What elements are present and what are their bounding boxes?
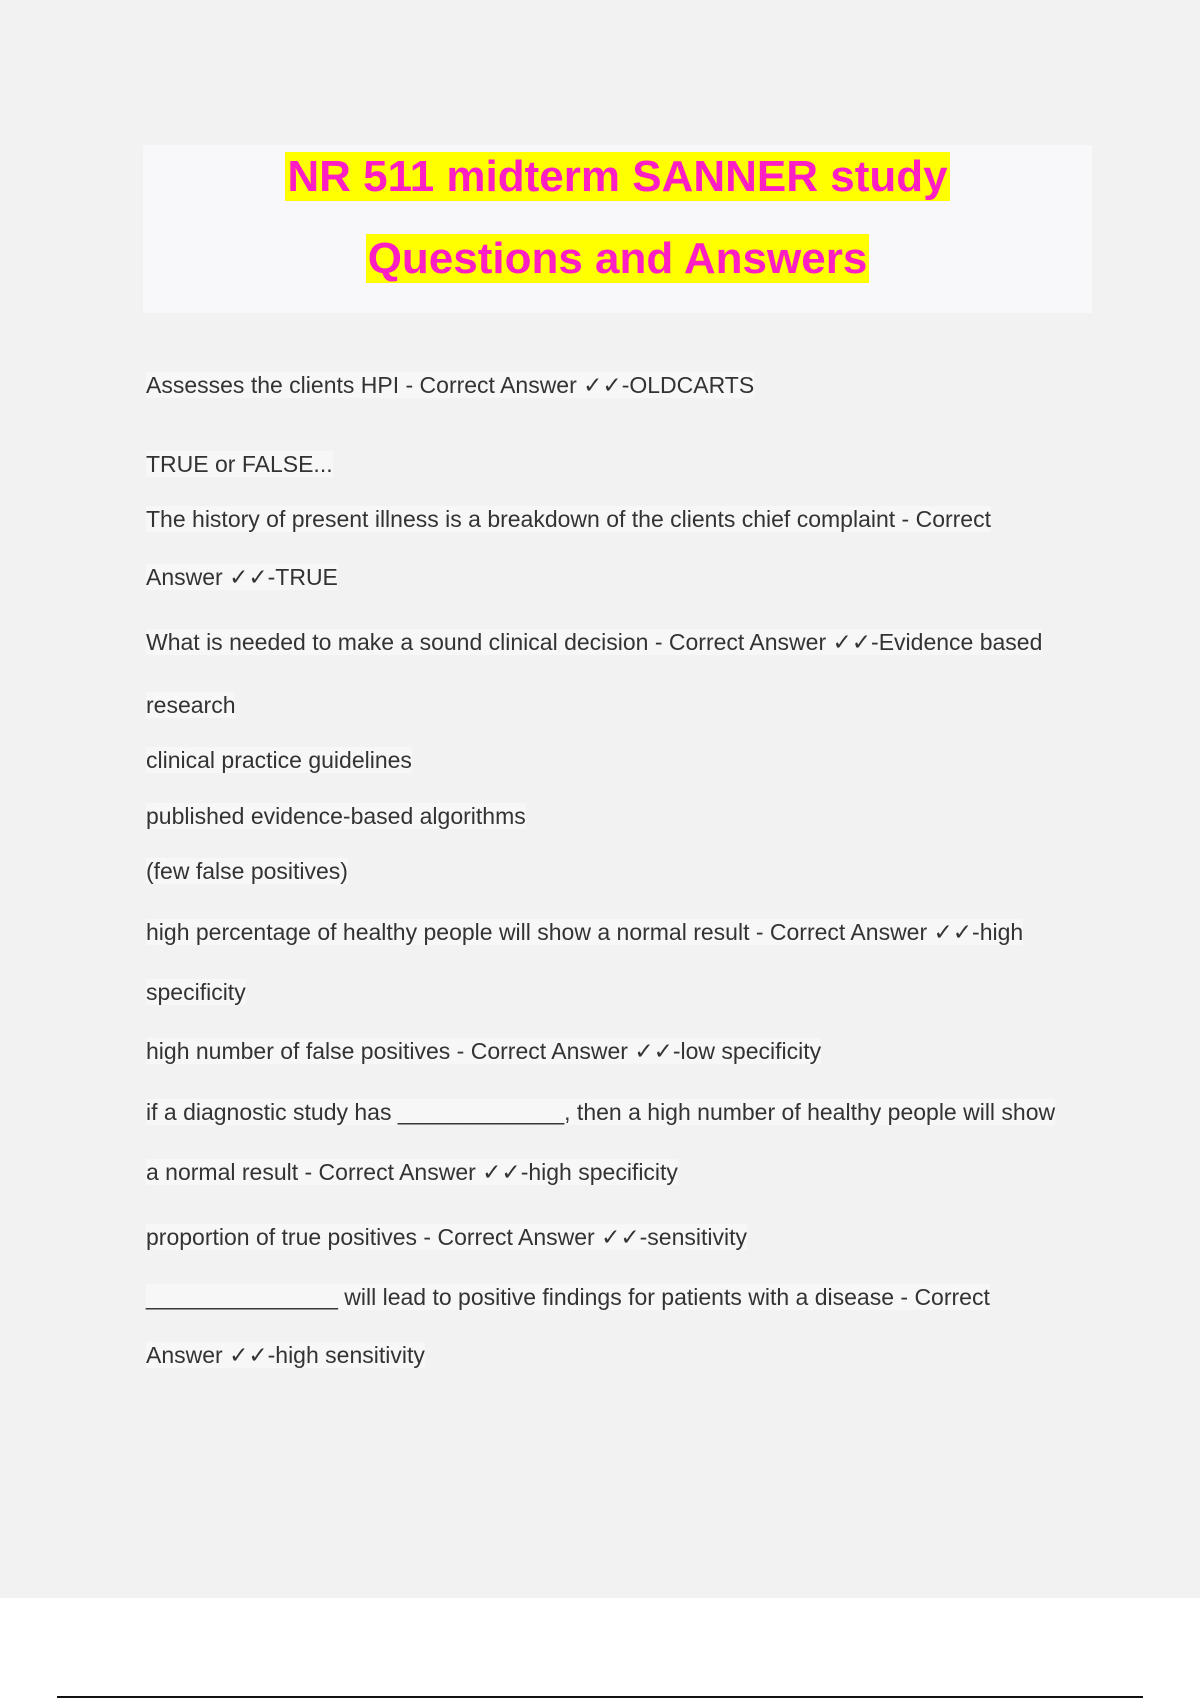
text-line: clinical practice guidelines: [146, 747, 412, 773]
text-line: (few false positives): [146, 858, 348, 884]
text-line: Answer ✓✓-high sensitivity: [146, 1342, 425, 1368]
title-line-2: [143, 231, 1092, 287]
text-line: a normal result - Correct Answer ✓✓-high specificity: [146, 1159, 678, 1185]
title-block: [143, 145, 1092, 313]
text-line: high percentage of healthy people will show a normal result - Correct Answer ✓✓-high: [146, 919, 1024, 945]
text-line: proportion of true positives - Correct Answer ✓✓-sensitivity: [146, 1224, 747, 1250]
footer-rule: [57, 1696, 1143, 1698]
text-line: TRUE or FALSE...: [146, 451, 333, 477]
document-title-line-1: NR 511 midterm SANNER study: [287, 152, 948, 201]
text-line: The history of present illness is a breakdown of the clients chief complaint - Correct: [146, 506, 991, 532]
title-line-1: [143, 149, 1092, 205]
text-line: Assesses the clients HPI - Correct Answer ✓✓-OLDCARTS: [146, 372, 755, 398]
text-line: Answer ✓✓-TRUE: [146, 564, 338, 590]
text-line: What is needed to make a sound clinical decision - Correct Answer ✓✓-Evidence based: [146, 629, 1043, 655]
text-line: specificity: [146, 979, 246, 1005]
text-line: _______________ will lead to positive findings for patients with a disease - Correct: [146, 1284, 990, 1310]
text-line: published evidence-based algorithms: [146, 803, 526, 829]
text-line: research: [146, 692, 236, 718]
document-title-line-2: Questions and Answers: [367, 234, 868, 283]
text-line: high number of false positives - Correct Answer ✓✓-low specificity: [146, 1038, 822, 1064]
text-line: if a diagnostic study has _____________, then a high number of healthy people will show: [146, 1099, 1056, 1125]
